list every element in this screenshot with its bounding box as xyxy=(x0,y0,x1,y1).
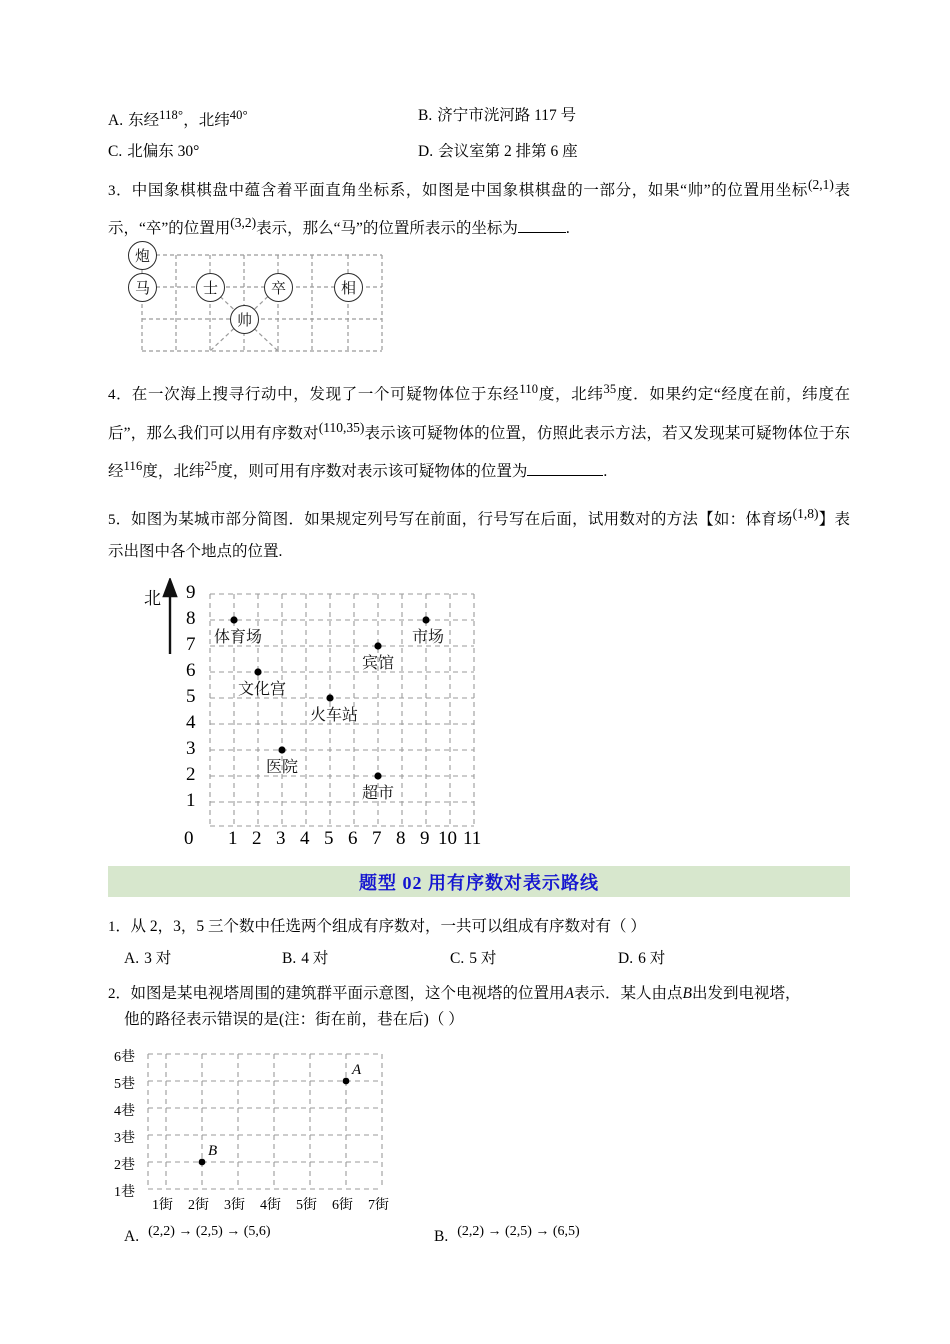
tv-xtick-4: 4街 xyxy=(260,1198,281,1214)
tv-xtick-6: 6街 xyxy=(332,1198,353,1214)
s2q1-option-b[interactable] xyxy=(282,943,450,974)
q4-text-2: 度，北纬 xyxy=(538,386,604,404)
tv-ytick-4: 4巷 xyxy=(114,1104,135,1120)
s2q1-option-d-label: D. xyxy=(618,950,634,968)
s2q1-text: 从 2，3，5 三个数中任选两个组成有序数对，一共可以组成有序数对有（ ） xyxy=(130,918,646,936)
city-xtick-0: 0 xyxy=(184,828,194,850)
s2q1-option-a[interactable] xyxy=(124,943,282,974)
q2-option-a-sup2: 40° xyxy=(229,108,248,122)
q4-value-35: 35 xyxy=(603,382,617,397)
s2q2-option-a[interactable] xyxy=(124,1224,434,1246)
city-xtick-3: 3 xyxy=(276,828,286,850)
city-map-figure xyxy=(138,578,498,850)
s2q1-options-row xyxy=(108,943,850,974)
q4-number: 4． xyxy=(108,387,132,404)
place-label-supermarket: 超市 xyxy=(362,785,395,803)
q5-text-1: 如图为某城市部分简图．如果规定列号写在前面，行号写在后面，试用数对的方法【如：体育场 xyxy=(131,511,793,529)
s2q1-option-c-text: 5 对 xyxy=(469,950,497,968)
chess-piece-shuai[interactable]: 帅 xyxy=(230,305,259,334)
chess-piece-pao[interactable]: 炮 xyxy=(128,241,157,270)
city-xtick-5: 5 xyxy=(324,828,334,850)
city-xtick-11: 11 xyxy=(463,828,482,850)
q3-text-3: 表示，那么“马”的位置所表示的坐标为 xyxy=(256,220,518,238)
q4-answer-blank[interactable] xyxy=(527,462,603,476)
place-label-stadium: 体育场 xyxy=(214,629,263,647)
section-banner xyxy=(108,866,850,897)
q4-value-116: 116 xyxy=(123,458,143,473)
q4-text-3: 度．如果约定“经度在前，纬度在后”，那么我们可以用有序数对 xyxy=(108,386,850,442)
city-ytick-7: 7 xyxy=(186,634,196,656)
question-3 xyxy=(108,169,850,245)
s2q1-option-b-label: B. xyxy=(282,950,297,968)
q2-option-c-label: C. xyxy=(108,143,123,161)
north-label: 北 xyxy=(144,589,161,609)
tv-ytick-3: 3巷 xyxy=(114,1131,135,1147)
s2q2-options-row xyxy=(108,1224,850,1246)
q2-option-b-label: B. xyxy=(418,107,433,124)
q3-answer-blank[interactable] xyxy=(518,219,566,233)
tv-xtick-2: 2街 xyxy=(188,1198,209,1214)
city-xtick-1: 1 xyxy=(228,828,238,850)
tv-ytick-6: 6巷 xyxy=(114,1050,135,1066)
place-label-market: 市场 xyxy=(412,629,445,647)
q4-value-110: 110 xyxy=(519,382,539,397)
chess-grid-svg xyxy=(138,251,438,359)
q2-option-a-pre: 东经 xyxy=(128,112,160,130)
city-ytick-4: 4 xyxy=(186,712,196,734)
q2-option-a[interactable] xyxy=(108,100,418,136)
city-xtick-6: 6 xyxy=(348,828,358,850)
q5-pair-1-8: (1,8) xyxy=(792,505,819,521)
q2-option-b[interactable] xyxy=(418,100,576,136)
q2-option-c-text: 北偏东 30° xyxy=(127,143,200,161)
city-ytick-8: 8 xyxy=(186,608,196,630)
q4-value-25: 25 xyxy=(204,458,218,473)
s2q2-option-a-expr: (2,2) → (2,5) → (5,6) xyxy=(148,1224,271,1240)
place-label-train-station: 火车站 xyxy=(310,707,359,725)
q2-option-a-label: A. xyxy=(108,112,124,130)
s2-question-1 xyxy=(108,911,850,943)
tv-xtick-1: 1街 xyxy=(152,1198,173,1214)
tv-tower-figure xyxy=(114,1044,416,1214)
s2q2-number: 2． xyxy=(108,986,131,1003)
q4-text-1: 在一次海上搜寻行动中，发现了一个可疑物体位于东经 xyxy=(131,386,520,404)
city-ytick-9: 9 xyxy=(186,582,196,604)
city-ytick-3: 3 xyxy=(186,738,196,760)
city-xtick-4: 4 xyxy=(300,828,310,850)
city-ytick-6: 6 xyxy=(186,660,196,682)
tv-point-label-a: A xyxy=(352,1062,362,1079)
q2-option-a-mid: ，北纬 xyxy=(183,112,230,130)
question-4 xyxy=(108,373,850,487)
city-xtick-2: 2 xyxy=(252,828,262,850)
question-5 xyxy=(108,498,850,568)
q3-text-4: . xyxy=(565,220,570,238)
tv-xtick-7: 7街 xyxy=(368,1198,389,1214)
q2-option-b-text: 济宁市洸河路 117 号 xyxy=(437,107,577,124)
q4-text-7: . xyxy=(603,462,608,480)
q4-text-6: 度，则可用有序数对表示该可疑物体的位置为 xyxy=(217,462,528,480)
tv-ytick-1: 1巷 xyxy=(114,1185,135,1201)
s2q1-number: 1． xyxy=(108,919,131,936)
q4-text-4: 表示该可疑物体的位置，仿照此表示方法，若又发现某可疑物体位于东经 xyxy=(108,424,850,480)
city-ytick-1: 1 xyxy=(186,790,196,812)
s2q1-option-b-text: 4 对 xyxy=(301,950,329,968)
s2q2-option-b[interactable] xyxy=(434,1224,580,1246)
s2q2-text-4: 他的路径表示错误的是(注：街在前，巷在后)（ ） xyxy=(124,1011,464,1029)
q3-text-1: 中国象棋棋盘中蕴含着平面直角坐标系，如图是中国象棋棋盘的一部分，如果“帅”的位置用坐标 xyxy=(131,182,808,200)
city-ytick-5: 5 xyxy=(186,686,196,708)
chess-piece-ma[interactable]: 马 xyxy=(128,273,157,302)
city-xtick-7: 7 xyxy=(372,828,382,850)
tv-point-label-b: B xyxy=(208,1143,218,1160)
tv-xtick-5: 5街 xyxy=(296,1198,317,1214)
q5-text-2: 】表示出图中各个地点的位置. xyxy=(108,511,850,561)
q5-number: 5． xyxy=(108,512,132,529)
q2-option-d-text: 会议室第 2 排第 6 座 xyxy=(438,143,578,161)
chess-piece-shi[interactable]: 士 xyxy=(196,273,225,302)
city-xtick-10: 10 xyxy=(438,828,457,850)
tv-tower-svg xyxy=(126,1044,416,1214)
chinese-chess-figure xyxy=(134,249,438,359)
q2-option-d-label: D. xyxy=(418,143,434,161)
q4-pair-110-35: (110,35) xyxy=(318,419,365,435)
s2q2-text-3: 出发到电视塔， xyxy=(691,985,801,1003)
q3-number: 3． xyxy=(108,183,132,200)
s2q1-option-d[interactable] xyxy=(618,943,665,974)
city-xtick-9: 9 xyxy=(420,828,430,850)
place-label-culture-hall: 文化宫 xyxy=(238,681,287,699)
q2-options-row-1 xyxy=(108,100,850,136)
s2q2-text-2: 表示．某人由点 xyxy=(574,985,683,1003)
chess-piece-xiang[interactable]: 相 xyxy=(334,273,363,302)
tv-ytick-5: 5巷 xyxy=(114,1077,135,1093)
q3-text-2: 表示，“卒”的位置用 xyxy=(108,182,850,238)
s2q1-option-c[interactable] xyxy=(450,943,618,974)
q2-option-d[interactable] xyxy=(418,136,578,167)
chess-piece-zu[interactable]: 卒 xyxy=(264,273,293,302)
q4-text-5: 度，北纬 xyxy=(142,462,205,480)
s2q2-point-b: B xyxy=(682,985,692,1003)
q3-coord-shuai: (2,1) xyxy=(807,177,834,193)
place-label-hotel: 宾馆 xyxy=(362,655,395,673)
s2q2-option-b-expr: (2,2) → (2,5) → (6,5) xyxy=(457,1224,580,1240)
city-xtick-8: 8 xyxy=(396,828,406,850)
place-label-hospital: 医院 xyxy=(266,759,299,777)
s2q2-point-a: A xyxy=(564,985,574,1003)
s2q1-option-a-text: 3 对 xyxy=(144,950,172,968)
q2-option-a-sup1: 118° xyxy=(159,108,184,122)
s2q1-option-a-label: A. xyxy=(124,950,140,968)
tv-xtick-3: 3街 xyxy=(224,1198,245,1214)
q3-coord-zu: (3,2) xyxy=(230,215,257,231)
q2-options-row-2 xyxy=(108,136,850,167)
s2q2-option-b-label: B. xyxy=(434,1228,449,1246)
s2q2-option-a-label: A. xyxy=(124,1228,140,1246)
city-ytick-2: 2 xyxy=(186,764,196,786)
s2q2-text-1: 如图是某电视塔周围的建筑群平面示意图，这个电视塔的位置用 xyxy=(130,985,565,1003)
section-banner-title: 题型 02 用有序数对表示路线 xyxy=(359,872,599,893)
q2-option-c[interactable] xyxy=(108,136,418,167)
s2q1-option-c-label: C. xyxy=(450,950,465,968)
s2q1-option-d-text: 6 对 xyxy=(638,950,666,968)
page-content xyxy=(108,100,850,1246)
tv-ytick-2: 2巷 xyxy=(114,1158,135,1174)
